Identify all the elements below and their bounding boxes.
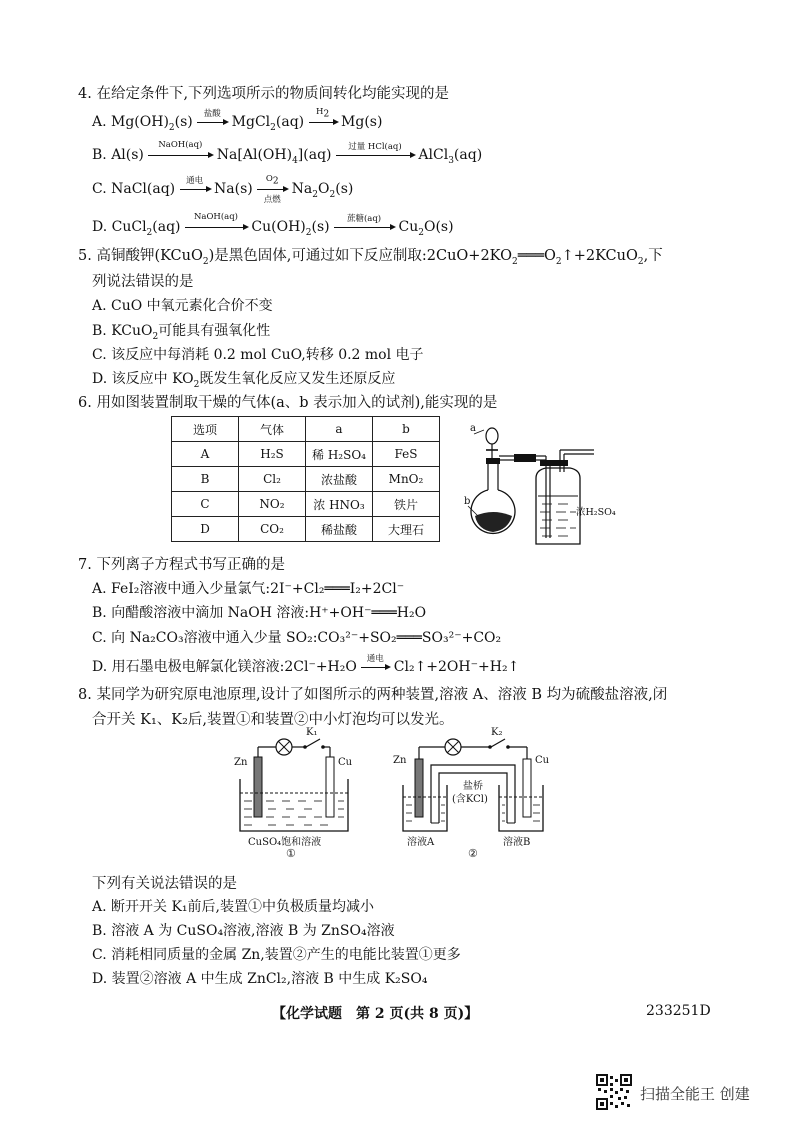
arrow-icon: NaOH(aq) [185,218,247,236]
table-cell: C [172,492,239,517]
arrow-icon: NaOH(aq) [148,146,212,164]
q8-option-a: A. 断开开关 K₁前后,装置①中负极质量均减小 [92,899,374,915]
q7-option-d: D. 用石墨电极电解氯化镁溶液:2Cl⁻+H₂O 通电 Cl₂↑+2OH⁻+H₂↑ [92,654,520,675]
table-cell: B [172,467,239,492]
cu-electrode-label: Cu [338,757,353,768]
arrow-icon: $H_2$ [309,113,337,131]
q8-stem-line1: 8. 某同学为研究原电池原理,设计了如图所示的两种装置,溶液 A、溶液 B 均为硫酸盐溶液,闭 [78,687,668,703]
q8-ask: 下列有关说法错误的是 [92,876,237,892]
figure-2-number: ② [468,847,478,860]
zn-electrode-label: Zn [393,755,407,766]
q4-option-a: A. $Mg(OH)_2(s)$ 盐酸 MgCl$_2$(aq) $H_2$ Mg(s) [92,107,383,133]
conc-sulfuric-acid-label: 浓H₂SO₄ [576,507,616,518]
q8-option-c: C. 消耗相同质量的金属 Zn,装置②产生的电能比装置①更多 [92,947,461,963]
q8-option-d: D. 装置②溶液 A 中生成 ZnCl₂,溶液 B 中生成 K₂SO₄ [92,971,428,987]
q5-stem-line1: 5. 高铜酸钾(KCuO$_2$)是黑色固体,可通过如下反应制取$:2CuO+2KO_2═══O_2↑+2KCuO_2$,下 [78,248,663,267]
q5-option-d: D. 该反应中 $KO_2$既发生氧化反应又发生还原反应 [92,371,396,390]
cuso4-solution-label: CuSO₄饱和溶液 [248,837,322,848]
q7-option-a: A. FeI₂溶液中通入少量氯气:2I⁻+Cl₂═══I₂+2Cl⁻ [92,581,405,597]
table-cell: NO₂ [239,492,306,517]
q7-option-b: B. 向醋酸溶液中滴加 NaOH 溶液:H⁺+OH⁻═══H₂O [92,605,427,621]
table-header-cell: 气体 [239,417,306,442]
table-row [172,442,440,467]
q6-options-table [171,416,440,542]
table-cell: Cl₂ [239,467,306,492]
q7-option-c: C. 向 Na₂CO₃溶液中通入少量 SO₂:CO₃²⁻+SO₂═══SO₃²⁻+CO₂ [92,630,502,646]
arrow-icon: 通电 [361,658,389,676]
arrow-icon: $O_2$ 点燃 [257,180,287,198]
table-cell: D [172,517,239,542]
table-header-cell: b [373,417,440,442]
table-cell: 浓 HNO₃ [306,492,373,517]
table-cell: 稀盐酸 [306,517,373,542]
table-row [172,517,440,542]
q8-stem-line2: 合开关 K₁、K₂后,装置①和装置②中小灯泡均可以发光。 [92,712,454,728]
reagent-b-label: b [464,496,471,507]
table-cell: CO₂ [239,517,306,542]
gas-apparatus-figure [462,420,632,550]
scanner-watermark-text: 扫描全能王 创建 [640,1085,750,1103]
switch-k2-label: K₂ [491,727,503,738]
cu-electrode-label: Cu [535,755,550,766]
arrow-icon: 蔗糖(aq) [334,218,394,236]
arrow-icon: 过量 HCl(aq) [336,146,414,164]
reagent-a-label: a [470,423,476,434]
q4-option-d: D. CuCl$_2$(aq) NaOH(aq) $Cu(OH)_2(s)$ 蔗糖(aq) $Cu_2O(s)$ [92,212,454,238]
figure-1-number: ① [286,847,296,860]
table-header-cell: 选项 [172,417,239,442]
table-cell: 浓盐酸 [306,467,373,492]
q4-option-b: B. Al(s) NaOH(aq) $Na[Al(OH)_4](aq)$ 过量 HCl(aq) AlCl$_3$(aq) [92,140,483,166]
galvanic-cell-figure-2 [393,727,553,862]
table-row [172,492,440,517]
salt-bridge-label: 盐桥 [463,781,483,792]
table-cell: H₂S [239,442,306,467]
table-cell: A [172,442,239,467]
table-header-row [172,417,440,442]
table-cell: 大理石 [373,517,440,542]
q4-option-c: C. NaCl(aq) 通电 Na(s) $O_2$ 点燃 $Na_2O_2(s)$ [92,174,354,205]
table-cell: FeS [373,442,440,467]
q7-stem: 7. 下列离子方程式书写正确的是 [78,557,285,573]
table-header-cell: a [306,417,373,442]
q5-option-a: A. CuO 中氧元素化合价不变 [92,298,273,314]
switch-k1-label: K₁ [306,727,318,738]
table-row [172,467,440,492]
zn-electrode-label: Zn [234,757,248,768]
galvanic-cell-figure-1 [228,727,358,862]
salt-bridge-kcl-label: (含KCl) [452,794,488,805]
table-cell: 铁片 [373,492,440,517]
exam-code: 233251D [646,1003,711,1019]
arrow-icon: 盐酸 [197,113,227,131]
table-cell: 稀 H₂SO₄ [306,442,373,467]
table-cell: MnO₂ [373,467,440,492]
solution-a-label: 溶液A [407,837,435,848]
page-footer-title: 【化学试题 第 2 页(共 8 页)】 [272,1006,479,1022]
arrow-icon: 通电 [180,180,210,198]
q4-stem: 4. 在给定条件下,下列选项所示的物质间转化均能实现的是 [78,86,450,102]
q6-stem: 6. 用如图装置制取干燥的气体(a、b 表示加入的试剂),能实现的是 [78,395,498,411]
q5-stem-line2: 列说法错误的是 [92,274,194,290]
solution-b-label: 溶液B [503,837,531,848]
q5-option-b: B. KCuO$_2$可能具有强氧化性 [92,323,271,342]
q8-option-b: B. 溶液 A 为 CuSO₄溶液,溶液 B 为 ZnSO₄溶液 [92,923,395,939]
qr-code-icon [596,1074,632,1110]
q5-option-c: C. 该反应中每消耗 0.2 mol CuO,转移 0.2 mol 电子 [92,347,424,363]
